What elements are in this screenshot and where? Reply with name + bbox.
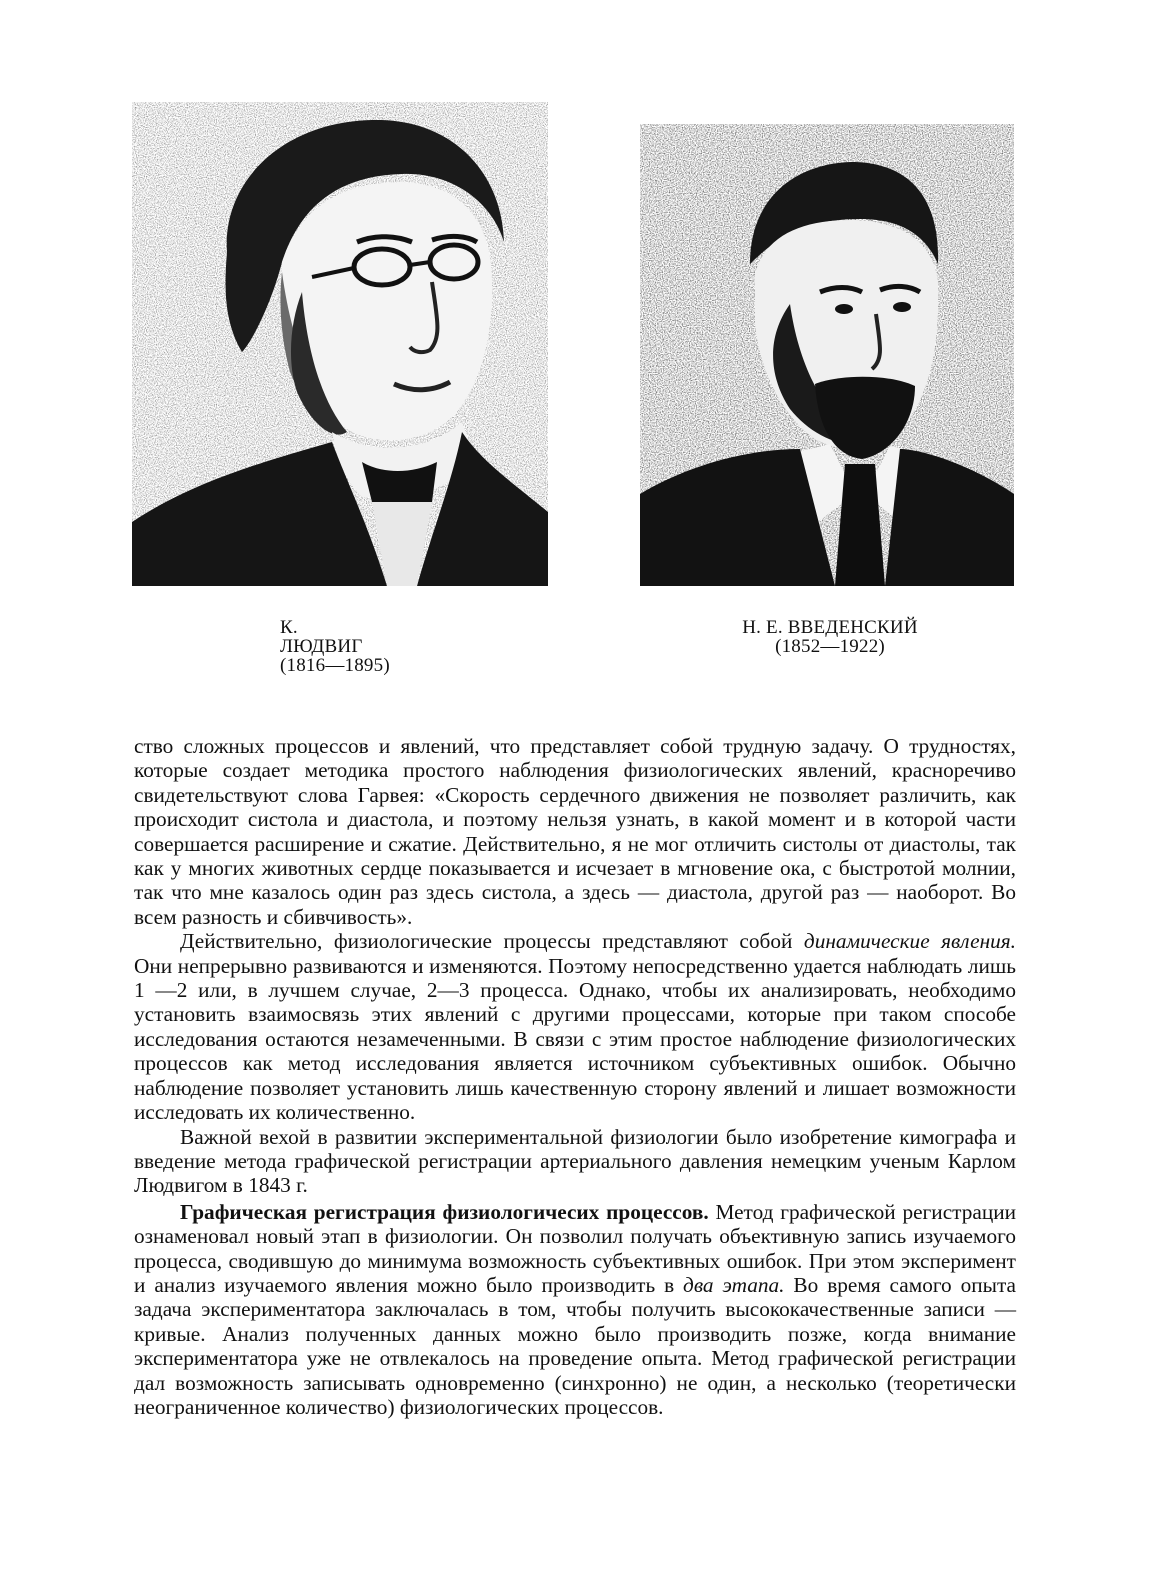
caption-ludwig — [280, 618, 420, 675]
paragraph-4-rest: Во время самого опыта задача экспериментатора заключалась в том, чтобы получить высококачественные записи — кривые. Анализ полученных данных можно было производить позже, когда внимание экспериментатора уже не отвлекалось на проведение опыта. Метод графической регистрации дал возможность записывать одновременно (синхронно) не один, а несколько (теоретически неограниченное количество) физиологических процессов. — [134, 1272, 1016, 1419]
paragraph-2 — [134, 929, 1016, 1124]
caption-ludwig-years: (1816—1895) — [280, 655, 390, 676]
paragraph-4-start: Метод графической регистрации ознаменовал новый этап в физиологии. Он позволил получать объективную запись изучаемого процесса, сводившую до минимума возможность субъективных ошибок. При этом эксперимент и анализ изучаемого явления можно было производить в — [134, 1199, 1017, 1297]
caption-vvedensky-name: Н. Е. ВВЕДЕНСКИЙ — [742, 617, 918, 638]
caption-vvedensky — [700, 618, 960, 656]
paragraph-3: Важной вехой в развитии экспериментальной физиологии было изобретение кимографа и введение метода графической регистрации артериального давления немецким ученым Карлом Людвигом в 1843 г. — [134, 1124, 1016, 1198]
portrait-ludwig — [132, 102, 548, 586]
body-text — [134, 734, 1016, 1419]
paragraph-4-emphasis: два этапа. — [683, 1272, 785, 1297]
caption-ludwig-surname: ЛЮДВИГ — [280, 636, 363, 657]
section-heading: Графическая регистрация физиологичесих процессов. — [180, 1199, 709, 1224]
portrait-vvedensky — [640, 124, 1014, 586]
paragraph-1: ство сложных процессов и явлений, что представляет собой трудную задачу. О трудностях, которые создает методика простого наблюдения физиологических явлений, красноречиво свидетельствуют слова Гарвея: «Скорость сердечного движения не позволяет различить, как происходит систола и диастола, и поэтому нельзя узнать, в какой момент и в которой части совершается расширение и сжатие. Действительно, я не мог отличить систолы от диастолы, так как у многих животных сердце показывается и исчезает в мгновение ока, с быстротой молнии, так что мне казалось один раз здесь систола, а здесь — диастола, другой раз — наоборот. Во всем разность и сбивчивость». — [134, 734, 1016, 929]
caption-ludwig-initial: К. — [280, 617, 298, 638]
portrait-vvedensky-image — [640, 124, 1014, 586]
paragraph-2-emphasis: динамические явления. — [803, 929, 1017, 954]
paragraph-4 — [134, 1200, 1016, 1420]
paragraph-2-rest: Они непрерывно развиваются и изменяются. Поэтому непосредственно удается наблюдать лишь 1 —2 или, в лучшем случае, 2—3 процесса. Однако, чтобы их анализировать, необходимо установить взаимосвязь этих явлений с другими процессами, которые при таком способе исследования остаются незамеченными. В связи с этим простое наблюдение физиологических процессов как метод исследования является источником субъективных ошибок. Обычно наблюдение позволяет установить лишь качественную сторону явлений и лишает возможности исследовать их количественно. — [134, 953, 1016, 1125]
caption-vvedensky-years: (1852—1922) — [775, 636, 885, 657]
paragraph-2-start: Действительно, физиологические процессы представляют собой — [180, 929, 804, 954]
portrait-ludwig-image — [132, 102, 548, 586]
